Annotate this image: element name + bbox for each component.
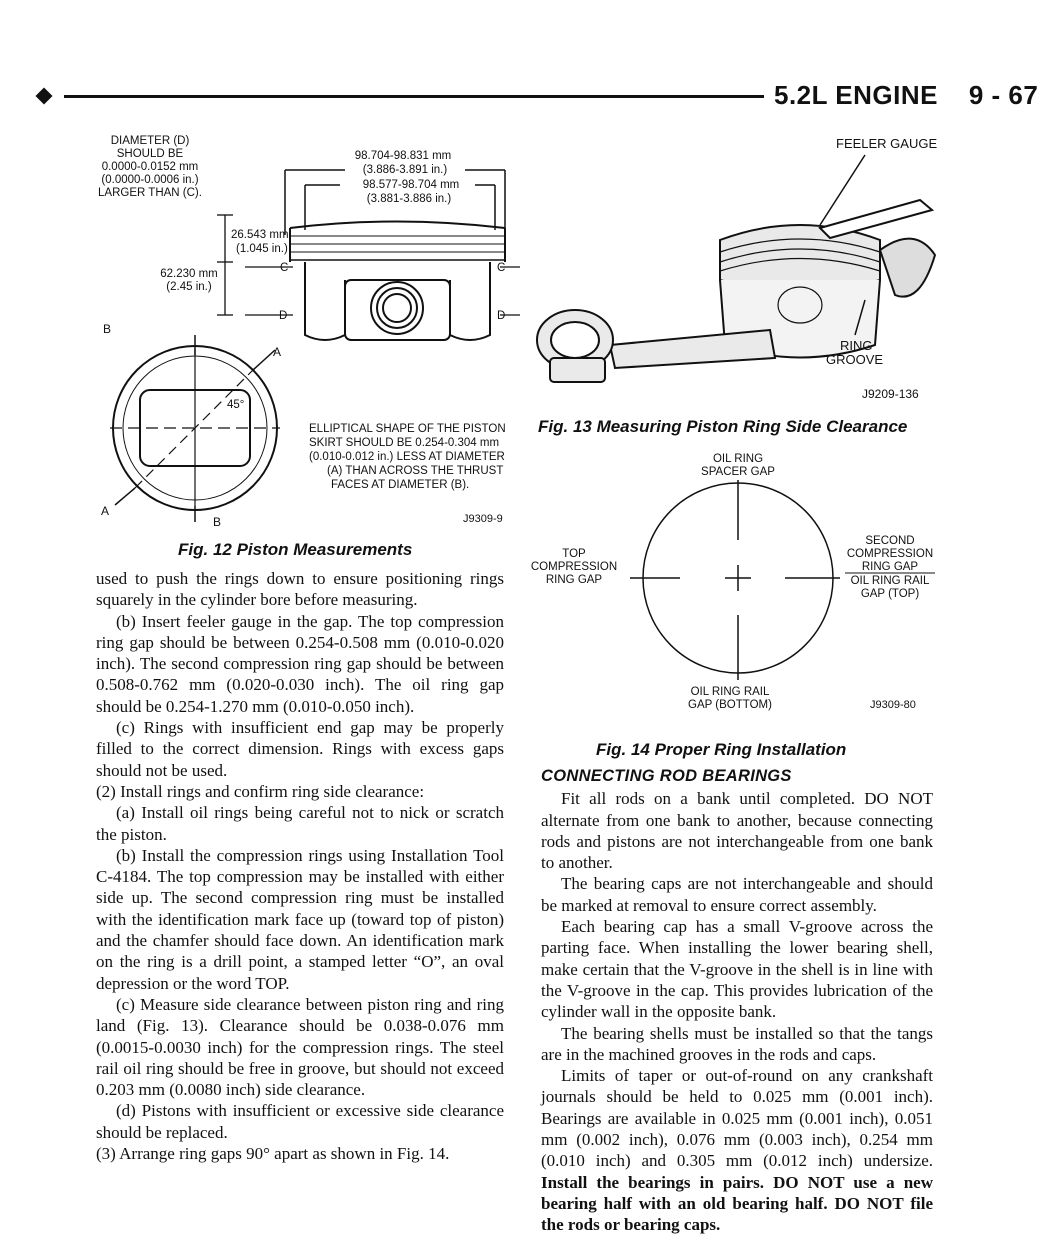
- outer-diameter-mm: 98.704-98.831 mm: [354, 150, 452, 162]
- paragraph-with-warning: [541, 1065, 933, 1235]
- elliptical-note-line-3: (0.010-0.012 in.) LESS AT DIAMETER: [309, 451, 505, 463]
- figure-14-caption: Fig. 14 Proper Ring Installation: [596, 740, 847, 759]
- letter-d-right: D: [497, 310, 506, 322]
- angle-label: 45°: [227, 399, 245, 411]
- oil-ring-rail-bottom-2: GAP (BOTTOM): [688, 699, 772, 711]
- paragraph: (b) Install the compression rings using Installation Tool C-4184. The top compression may be installed with either side up. The second compression ring must be installed with the identification mark face up (toward top of piston) and the chamfer should face down. An identification mark on the ring is a drill point, a stamped letter “O”, an oval depression or the word TOP.: [96, 845, 504, 993]
- paragraph: (a) Install oil rings being careful not to nick or scratch the piston.: [96, 803, 504, 844]
- figure-code: J9309-9: [463, 513, 503, 525]
- second-compression-gap-3: RING GAP: [861, 561, 919, 573]
- diameter-note-line-4: (0.0000-0.0006 in.): [101, 174, 199, 186]
- paragraph: The bearing shells must be installed so that the tangs are in the machined grooves in the rods and caps.: [541, 1023, 933, 1064]
- c-dimension-in: (1.045 in.): [236, 243, 288, 255]
- letter-c-right: C: [497, 262, 506, 274]
- d-dimension-in: (2.45 in.): [166, 281, 212, 293]
- top-compression-gap-1: TOP: [562, 548, 586, 560]
- figure-ring-installation: [520, 450, 940, 740]
- second-compression-gap-2: COMPRESSION: [846, 548, 934, 560]
- c-dimension-mm: 26.543 mm: [231, 229, 289, 241]
- ring-groove-label-1: RING: [840, 338, 873, 353]
- page-title: 5.2L ENGINE 9 - 67: [774, 80, 1038, 110]
- elliptical-note-line-5: FACES AT DIAMETER (B).: [331, 479, 470, 491]
- letter-a-top: A: [273, 345, 282, 359]
- header-rule: [64, 95, 764, 98]
- figure-code: J9309-80: [870, 699, 916, 711]
- paragraph: (2) Install rings and confirm ring side clearance:: [96, 781, 425, 801]
- oil-ring-rail-top-1: OIL RING RAIL: [850, 575, 930, 587]
- oil-ring-rail-top-2: GAP (TOP): [860, 588, 920, 600]
- letter-b-bottom: B: [213, 515, 222, 529]
- right-column-text: [541, 766, 933, 1236]
- figure-code: J9209-136: [862, 387, 919, 401]
- diameter-note-line-2: SHOULD BE: [116, 148, 184, 160]
- second-compression-gap-1: SECOND: [865, 535, 915, 547]
- feeler-gauge-illustration: [520, 130, 940, 415]
- inner-diameter-in: (3.881-3.886 in.): [366, 193, 452, 205]
- top-compression-gap-2: COMPRESSION: [530, 561, 618, 573]
- paragraph: used to push the rings down to ensure positioning rings squarely in the cylinder bore before measuring.: [96, 569, 504, 610]
- piston-measurement-diagram: [95, 130, 515, 535]
- elliptical-note-line-1: ELLIPTICAL SHAPE OF THE PISTON: [309, 423, 506, 435]
- diamond-bullet-icon: [36, 88, 53, 105]
- letter-a-bottom: A: [101, 504, 110, 518]
- paragraph: (c) Rings with insufficient end gap may be properly filled to the correct dimension. Rings with excess gaps should not be used.: [96, 718, 504, 780]
- elliptical-note-line-4: (A) THAN ACROSS THE THRUST: [327, 465, 504, 477]
- figure-12-caption: Fig. 12 Piston Measurements: [178, 540, 413, 559]
- oil-ring-rail-bottom-1: OIL RING RAIL: [690, 686, 770, 698]
- section-heading: CONNECTING ROD BEARINGS: [541, 767, 792, 785]
- figure-13-caption: Fig. 13 Measuring Piston Ring Side Clearance: [538, 417, 908, 436]
- diameter-note-line-3: 0.0000-0.0152 mm: [101, 161, 199, 173]
- oil-ring-spacer-gap-1: OIL RING: [712, 453, 764, 465]
- bold-warning: Install the bearings in pairs. DO NOT use a new bearing half with an old bearing half. DO NOT file the rods or bearing caps.: [541, 1172, 933, 1235]
- elliptical-note-line-2: SKIRT SHOULD BE 0.254-0.304 mm: [309, 437, 500, 449]
- paragraph: (3) Arrange ring gaps 90° apart as shown in Fig. 14.: [96, 1144, 450, 1164]
- oil-ring-spacer-gap-2: SPACER GAP: [701, 466, 775, 478]
- paragraph: (b) Insert feeler gauge in the gap. The top compression ring gap should be between 0.254-0.508 mm (0.010-0.020 inch). The second compression ring gap should be between 0.508-0.762 mm (0.020-0.030 inch). The oil ring gap should be 0.254-1.270 mm (0.010-0.050 inch).: [96, 611, 504, 716]
- paragraph: (d) Pistons with insufficient or excessive side clearance should be replaced.: [96, 1101, 504, 1142]
- figure-piston-measurements: [95, 130, 515, 535]
- letter-d-left: D: [279, 310, 288, 322]
- inner-diameter-mm: 98.577-98.704 mm: [362, 179, 460, 191]
- diameter-note-line-1: DIAMETER (D): [110, 135, 190, 147]
- page-header: [22, 80, 1038, 116]
- letter-c-left: C: [280, 262, 289, 274]
- paragraph: The bearing caps are not interchangeable and should be marked at removal to ensure correct assembly.: [541, 874, 933, 915]
- ring-gap-diagram: [520, 450, 940, 740]
- diameter-note-line-5: LARGER THAN (C).: [98, 187, 202, 199]
- figure-ring-side-clearance: [520, 130, 940, 415]
- outer-diameter-in: (3.886-3.891 in.): [362, 164, 448, 176]
- paragraph: Each bearing cap has a small V-groove across the parting face. When installing the lower bearing shell, make certain that the V-groove in the shell is in line with the V-groove in the cap. This provides lubrication of the cylinder wall in the opposite bank.: [541, 917, 933, 1022]
- paragraph-text: Limits of taper or out-of-round on any crankshaft journals should be held to 0.025 mm (0.001 inch). Bearings are available in 0.025 mm (0.001 inch), 0.051 mm (0.002 inch), 0.076 mm (0.003 inch), 0.254 mm (0.010 inch) and 0.305 mm (0.012 inch) undersize.: [541, 1066, 933, 1171]
- d-dimension-mm: 62.230 mm: [160, 268, 218, 280]
- feeler-gauge-label: FEELER GAUGE: [836, 136, 938, 151]
- paragraph: Fit all rods on a bank until completed. DO NOT alternate from one bank to another, because connecting rods and pistons are not interchangeable from one bank to another.: [541, 789, 933, 873]
- ring-groove-label-2: GROOVE: [826, 352, 884, 367]
- paragraph: (c) Measure side clearance between piston ring and ring land (Fig. 13). Clearance should be 0.038-0.076 mm (0.0015-0.0030 inch) for the compression rings. The steel rail oil ring should be free in groove, but should not exceed 0.203 mm (0.0080 inch) side clearance.: [96, 994, 504, 1100]
- letter-b-top: B: [103, 322, 112, 336]
- left-column-text: [96, 568, 504, 1164]
- top-compression-gap-3: RING GAP: [545, 574, 603, 586]
